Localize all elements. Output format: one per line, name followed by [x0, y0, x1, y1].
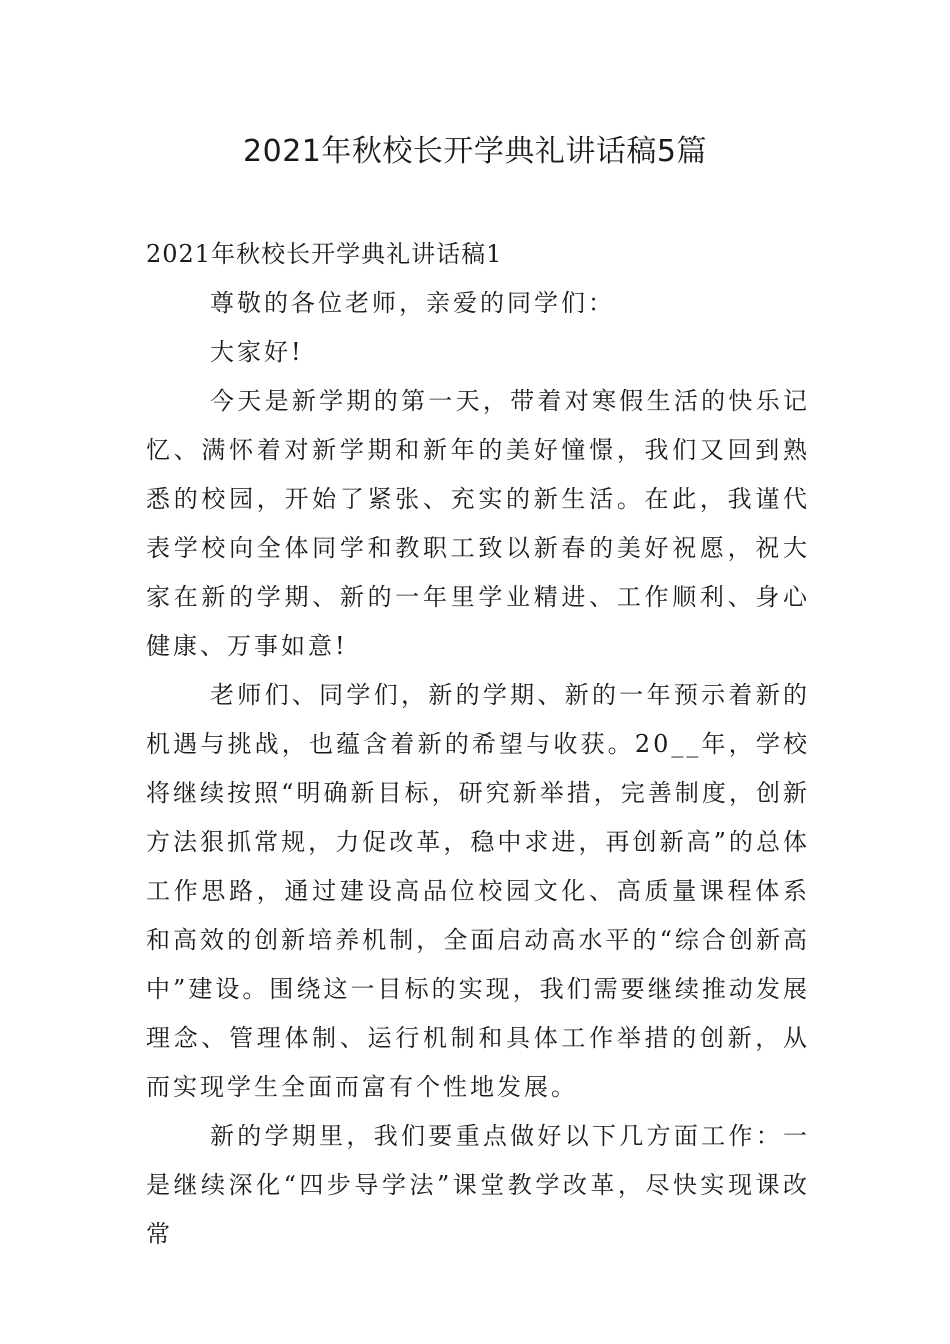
body-paragraph: 新的学期里，我们要重点做好以下几方面工作：一是继续深化“四步导学法”课堂教学改革，尽快实现课改常 [146, 1122, 810, 1248]
document-title: 2021年秋校长开学典礼讲话稿5篇 [243, 134, 707, 169]
body-paragraph: 今天是新学期的第一天，带着对寒假生活的快乐记忆、满怀着对新学期和新年的美好憧憬，我们又回到熟悉的校园，开始了紧张、充实的新生活。在此，我谨代表学校向全体同学和教职工致以新春的美好祝愿，祝大家在新的学期、新的一年里学业精进、工作顺利、身心健康、万事如意! [146, 387, 810, 660]
section-title: 2021年秋校长开学典礼讲话稿1 [146, 240, 503, 268]
greeting-paragraph: 大家好! [210, 338, 304, 366]
salutation-paragraph: 尊敬的各位老师，亲爱的同学们： [210, 289, 615, 317]
body-paragraph: 老师们、同学们，新的学期、新的一年预示着新的机遇与挑战，也蕴含着新的希望与收获。20__年，学校将继续按照“明确新目标，研究新举措，完善制度，创新方法狠抓常规，力促改革，稳中求进，再创新高”的总体工作思路，通过建设高品位校园文化、高质量课程体系和高效的创新培养机制，全面启动高水平的“综合创新高中”建设。围绕这一目标的实现，我们需要继续推动发展理念、管理体制、运行机制和具体工作举措的创新，从而实现学生全面而富有个性地发展。 [146, 681, 810, 1101]
document-body [146, 230, 810, 1259]
